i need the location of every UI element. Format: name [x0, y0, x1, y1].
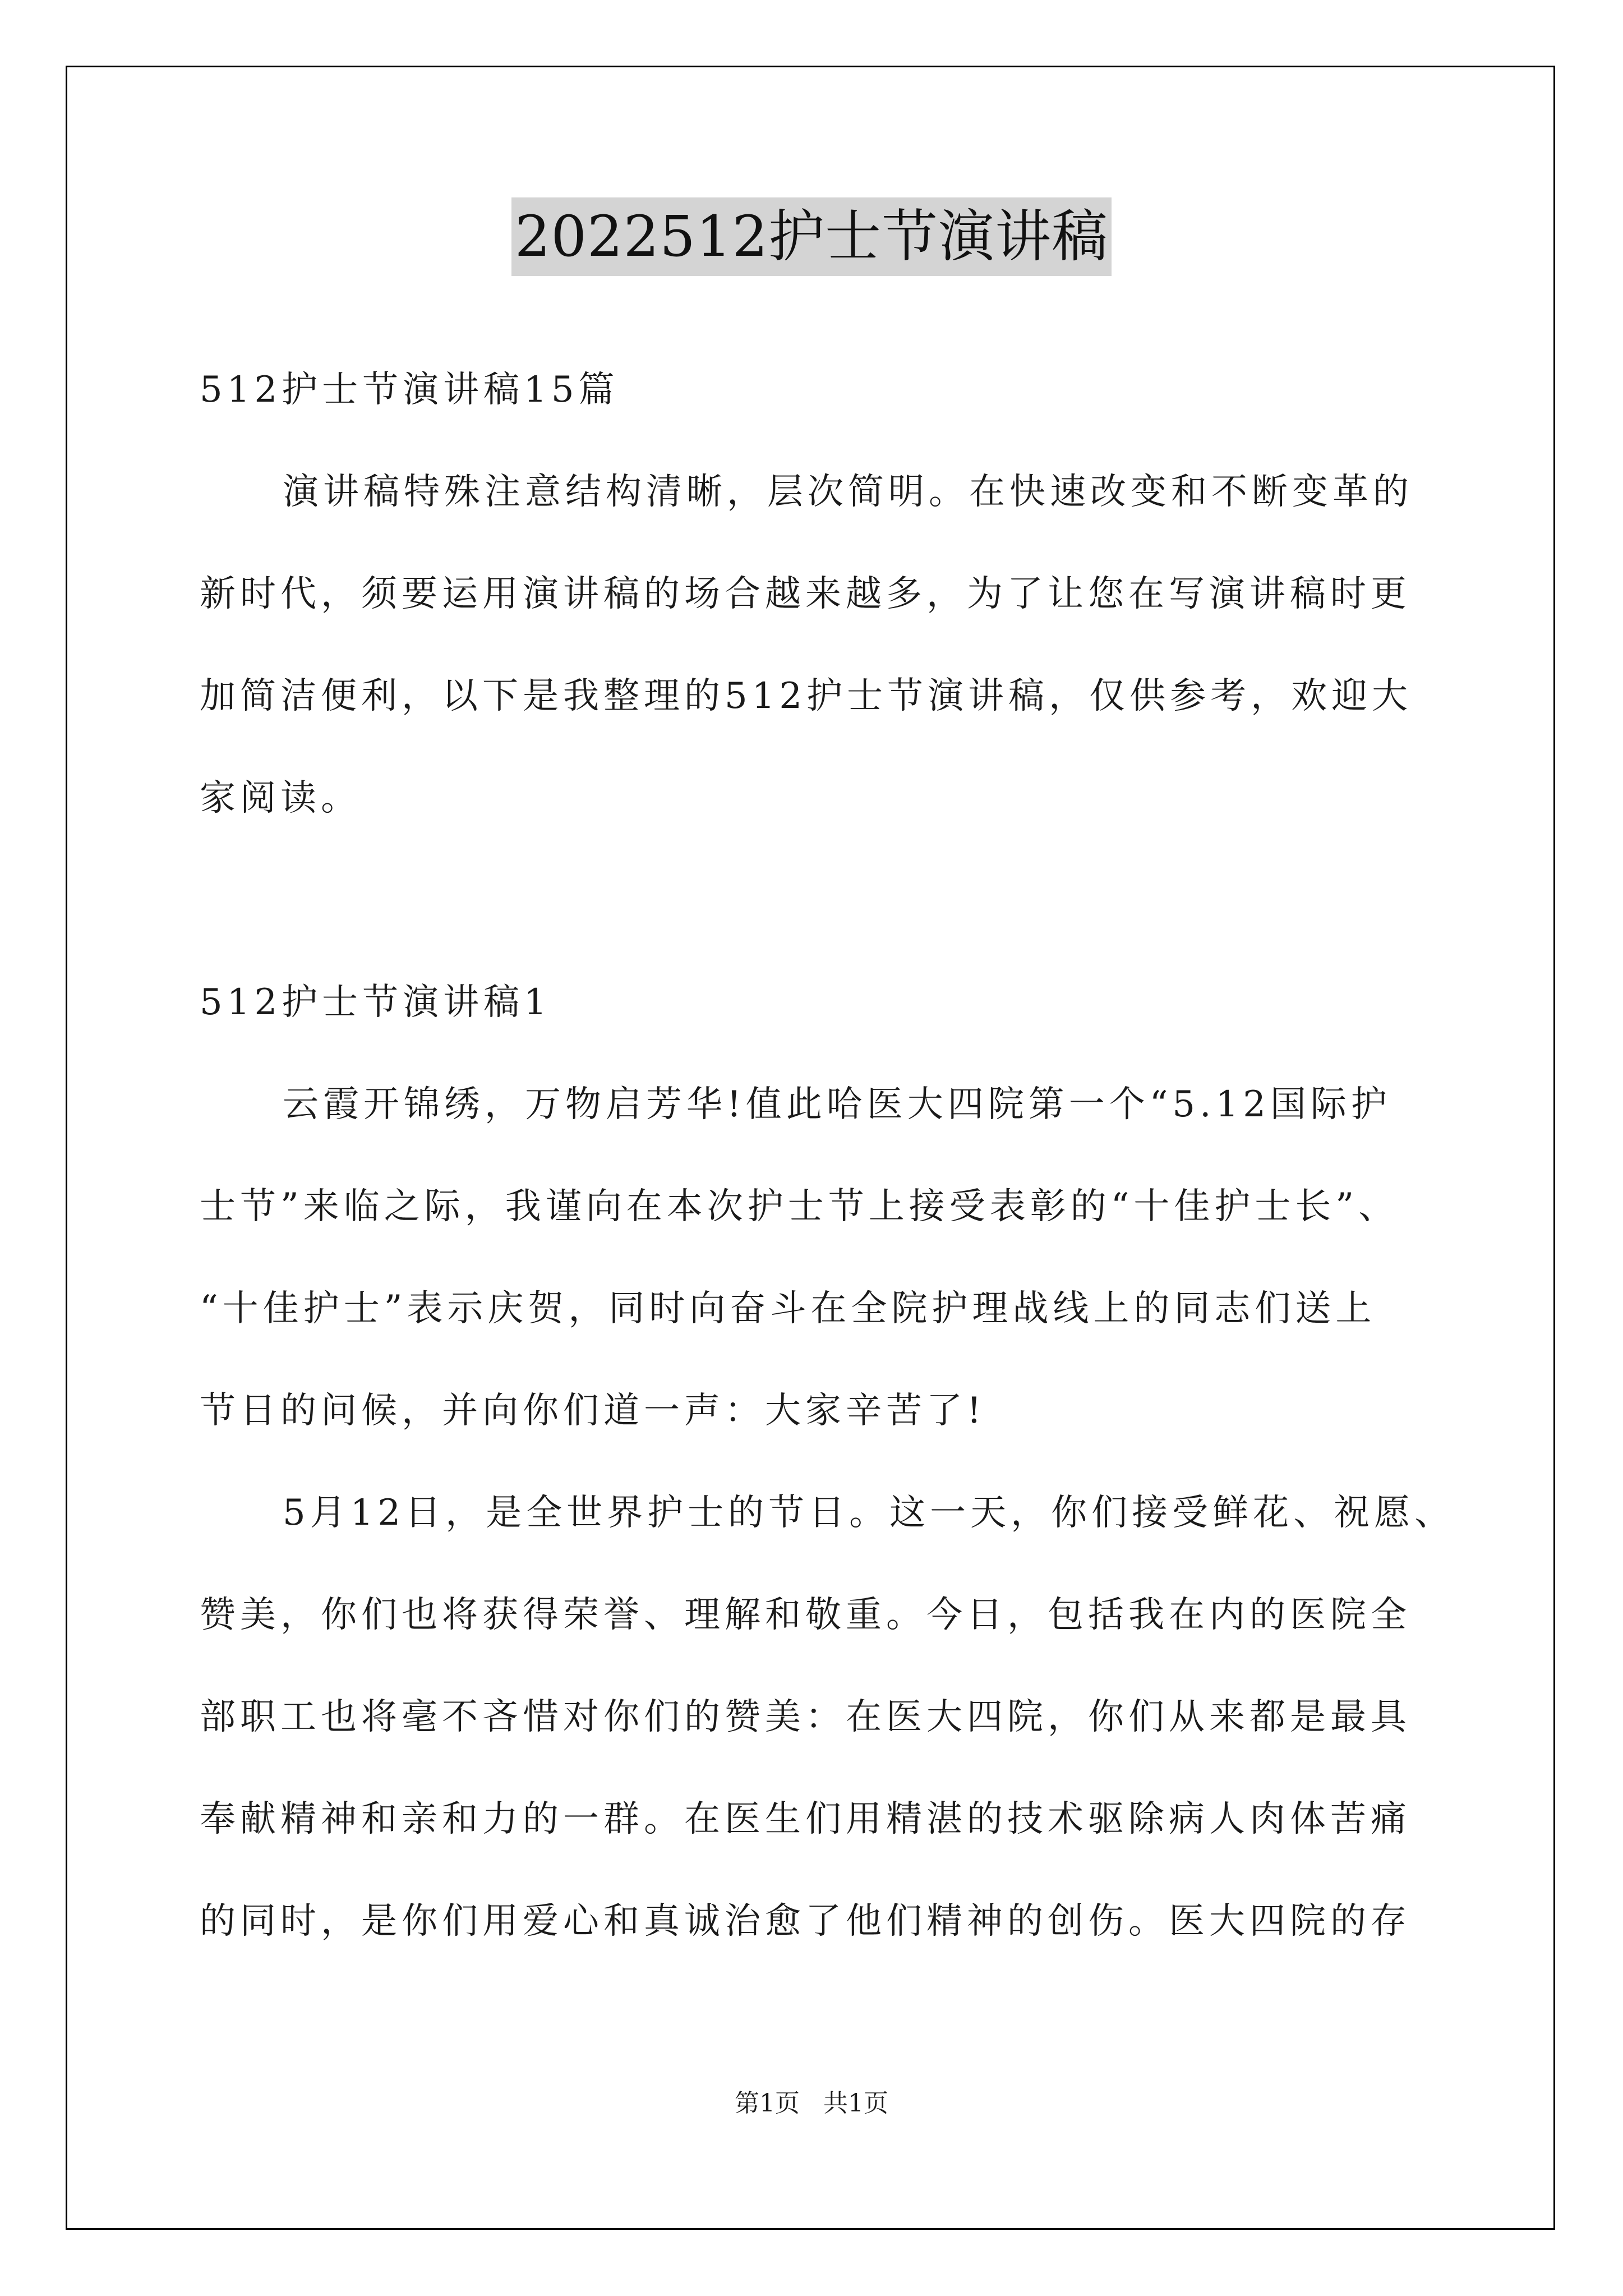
intro-line: 新时代，须要运用演讲稿的场合越来越多，为了让您在写演讲稿时更: [200, 573, 1411, 615]
document-subtitle: 512护士节演讲稿15篇: [200, 369, 619, 411]
paragraph-line: 的同时，是你们用爱心和真诚治愈了他们精神的创伤。医大四院的存: [200, 1901, 1411, 1942]
paragraph-line: 士节”来临之际，我谨向在本次护士节上接受表彰的“十佳护士长”、: [200, 1186, 1399, 1227]
document-body: [200, 339, 1455, 1972]
paragraph-line: 部职工也将毫不吝惜对你们的赞美：在医大四院，你们从来都是最具: [200, 1696, 1411, 1738]
page-footer: 第1页 共1页: [735, 2089, 888, 2118]
paragraph-line: 赞美，你们也将获得荣誉、理解和敬重。今日，包括我在内的医院全: [200, 1594, 1411, 1636]
intro-line: 家阅读。: [200, 777, 361, 819]
paragraph-gap: [200, 849, 1433, 951]
section-heading: 512护士节演讲稿1: [200, 982, 551, 1023]
title-container: [0, 197, 1623, 276]
paragraph-line: 云霞开锦绣，万物启芳华!值此哈医大四院第一个“5.12国际护: [283, 1084, 1391, 1125]
document-title: 2022512护士节演讲稿: [511, 197, 1112, 276]
paragraph-line: “十佳护士”表示庆贺，同时向奋斗在全院护理战线上的同志们送上: [200, 1288, 1376, 1329]
paragraph-line: 奉献精神和亲和力的一群。在医生们用精湛的技术驱除病人肉体苦痛: [200, 1798, 1411, 1840]
intro-line: 加简洁便利，以下是我整理的512护士节演讲稿，仅供参考，欢迎大: [200, 675, 1413, 717]
paragraph-line: 节日的问候，并向你们道一声：大家辛苦了!: [200, 1390, 986, 1432]
intro-line: 演讲稿特殊注意结构清晰，层次简明。在快速改变和不断变革的: [283, 471, 1413, 513]
paragraph-line: 5月12日，是全世界护士的节日。这一天，你们接受鲜花、祝愿、: [283, 1492, 1455, 1534]
